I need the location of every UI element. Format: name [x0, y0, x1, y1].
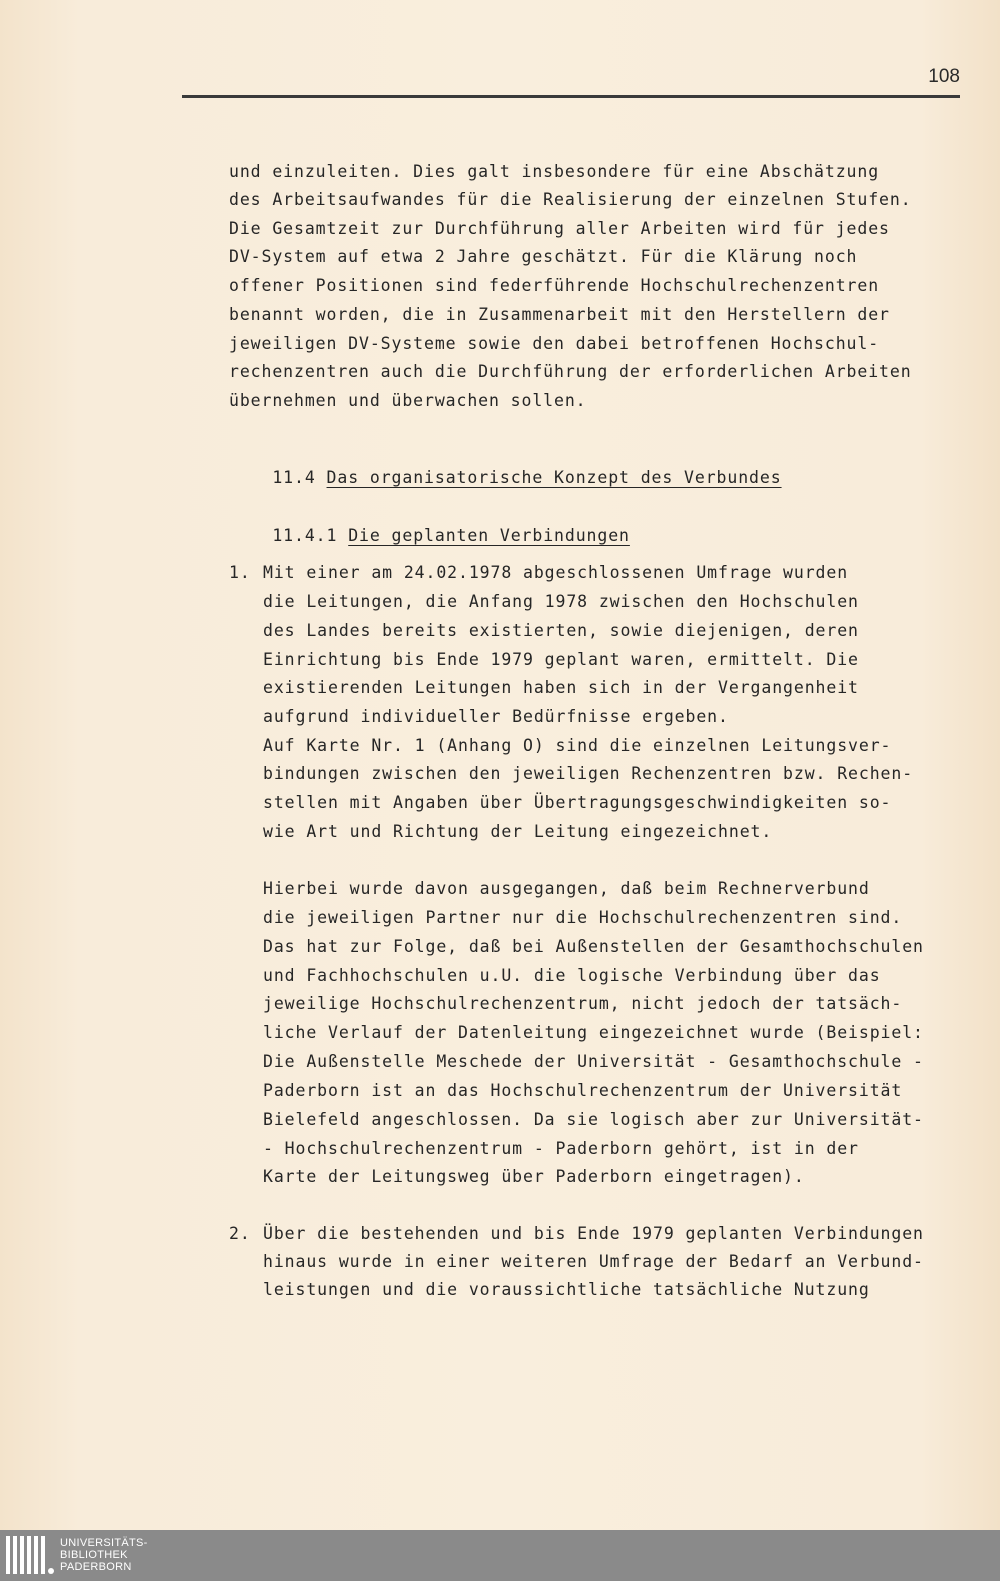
list-item-line: leistungen und die voraussichtliche tatsächliche Nutzung [263, 1280, 870, 1299]
section-number: 11.4 [272, 468, 316, 487]
body-line: DV-System auf etwa 2 Jahre geschätzt. Für die Klärung noch [229, 247, 858, 266]
body-line: übernehmen und überwachen sollen. [229, 391, 587, 410]
list-item-line: existierenden Leitungen haben sich in der Vergangenheit [263, 678, 859, 697]
body-line: jeweiligen DV-Systeme sowie den dabei betroffenen Hochschul- [229, 334, 880, 353]
list-item-line: Auf Karte Nr. 1 (Anhang O) sind die einzelnen Leitungsver- [263, 736, 892, 755]
list-item-line: Das hat zur Folge, daß bei Außenstellen der Gesamthochschulen [263, 937, 924, 956]
list-item-line: Paderborn ist an das Hochschulrechenzentrum der Universität [263, 1081, 903, 1100]
list-item-line: hinaus wurde in einer weiteren Umfrage der Bedarf an Verbund- [263, 1252, 924, 1271]
list-item-line: Mit einer am 24.02.1978 abgeschlossenen Umfrage wurden [263, 563, 849, 582]
list-item-line: die jeweiligen Partner nur die Hochschulrechenzentren sind. [263, 908, 903, 927]
list-item-line: - Hochschulrechenzentrum - Paderborn gehört, ist in der [263, 1139, 859, 1158]
body-line: benannt worden, die in Zusammenarbeit mit den Herstellern der [229, 305, 890, 324]
subsection-number: 11.4.1 [272, 526, 338, 545]
section-title: Das organisatorische Konzept des Verbundes [326, 468, 782, 487]
body-line: des Arbeitsaufwandes für die Realisierung der einzelnen Stufen. [229, 190, 912, 209]
list-item-line: wie Art und Richtung der Leitung eingezeichnet. [263, 822, 773, 841]
section-heading [229, 448, 782, 508]
list-item-line: Einrichtung bis Ende 1979 geplant waren, ermittelt. Die [263, 650, 859, 669]
subsection-title: Die geplanten Verbindungen [348, 526, 630, 545]
body-line: rechenzentren auch die Durchführung der erforderlichen Arbeiten [229, 362, 912, 381]
list-marker: 2. [229, 1224, 251, 1243]
body-line: und einzuleiten. Dies galt insbesondere für eine Abschätzung [229, 162, 880, 181]
list-item-line: aufgrund individueller Bedürfnisse ergeben. [263, 707, 729, 726]
logo-line: BIBLIOTHEK [60, 1549, 128, 1561]
library-logo-text [60, 1537, 148, 1573]
list-item-line: bindungen zwischen den jeweiligen Rechenzentren bzw. Rechen- [263, 764, 914, 783]
list-item-line: liche Verlauf der Datenleitung eingezeichnet wurde (Beispiel: [263, 1023, 924, 1042]
list-item-line: die Leitungen, die Anfang 1978 zwischen den Hochschulen [263, 592, 859, 611]
list-item-line: Die Außenstelle Meschede der Universität - Gesamthochschule - [263, 1052, 924, 1071]
library-logo [6, 1534, 148, 1576]
body-line: Die Gesamtzeit zur Durchführung aller Arbeiten wird für jedes [229, 219, 890, 238]
library-logo-bars-icon [6, 1536, 54, 1574]
body-line: offener Positionen sind federführende Hochschulrechenzentren [229, 276, 880, 295]
list-item-line: Karte der Leitungsweg über Paderborn eingetragen). [263, 1167, 805, 1186]
list-item-line: Über die bestehenden und bis Ende 1979 geplanten Verbindungen [263, 1224, 924, 1243]
logo-line: PADERBORN [60, 1561, 132, 1573]
list-item-line: Bielefeld angeschlossen. Da sie logisch aber zur Universität- [263, 1110, 924, 1129]
list-item-line: des Landes bereits existierten, sowie diejenigen, deren [263, 621, 859, 640]
subsection-heading [229, 506, 630, 566]
header-rule [182, 95, 960, 98]
list-item-line: und Fachhochschulen u.U. die logische Verbindung über das [263, 966, 881, 985]
page-number: 108 [928, 66, 960, 87]
logo-line: UNIVERSITÄTS- [60, 1537, 148, 1549]
list-item-line: Hierbei wurde davon ausgegangen, daß beim Rechnerverbund [263, 879, 870, 898]
list-item-line: stellen mit Angaben über Übertragungsgeschwindigkeiten so- [263, 793, 892, 812]
library-footer-bar [0, 1530, 1000, 1581]
list-item-line: jeweilige Hochschulrechenzentrum, nicht jedoch der tatsäch- [263, 994, 903, 1013]
list-marker: 1. [229, 563, 251, 582]
